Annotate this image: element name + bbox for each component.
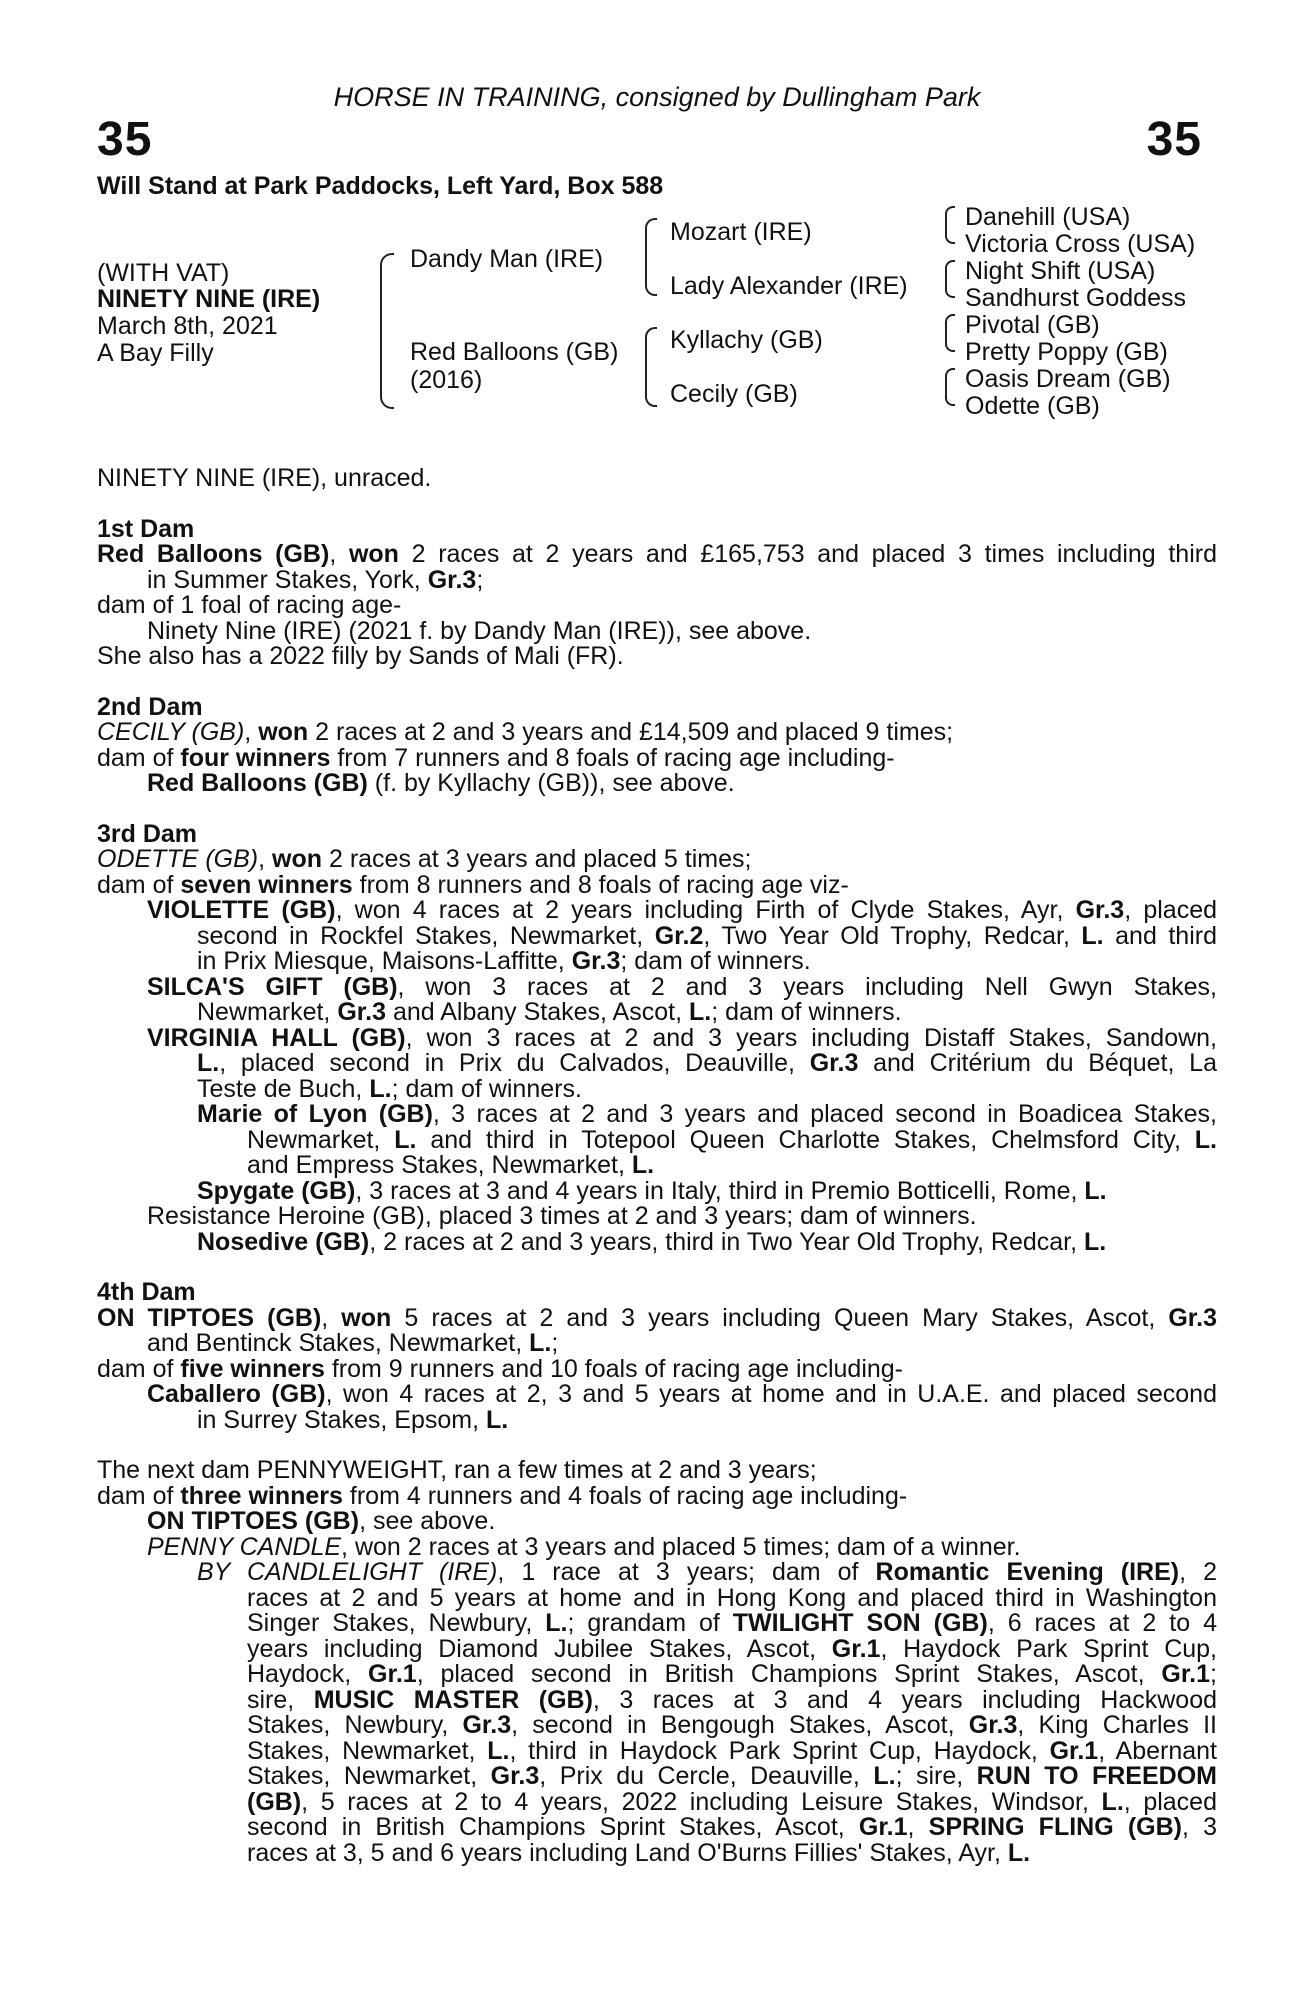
- ancestor-sdd: Sandhurst Goddess: [965, 284, 1186, 312]
- next-dam-line-1: The next dam PENNYWEIGHT, ran a few times at 2 and 3 years;: [97, 1456, 817, 1484]
- text: , 3 races at 3 and 4 years including Hackwood: [592, 1685, 1217, 1714]
- grade: Gr.3: [337, 998, 386, 1026]
- sire-dam: Lady Alexander (IRE): [670, 272, 908, 300]
- horse-name: NINETY NINE (IRE): [97, 285, 321, 313]
- text: , won 3 races at 2 and 3 years including Nell Gwyn Stakes,: [397, 972, 1217, 1001]
- text: Stakes, Newmarket,: [247, 1762, 478, 1790]
- text: and third in Totepool Queen Charlotte Stakes, Chelmsford City,: [430, 1125, 1181, 1154]
- horse-name: TWILIGHT SON (GB): [732, 1609, 988, 1637]
- horse-name: Marie of Lyon (GB): [197, 1100, 433, 1128]
- text: second in Rockfel Stakes, Newmarket,: [197, 921, 644, 950]
- vat-note: (WITH VAT): [97, 259, 230, 287]
- text: in Surrey Stakes, Epsom,: [197, 1405, 480, 1434]
- silcas-gift-line-1: [97, 972, 1217, 1001]
- third-dam-line-2: [97, 870, 1217, 899]
- marie-of-lyon-line-3: [97, 1153, 1217, 1179]
- won-label: won: [341, 1303, 392, 1332]
- grade: Gr.3: [427, 565, 477, 594]
- grade: Gr.3: [809, 1049, 859, 1077]
- horse-name: Red Balloons (GB): [147, 769, 368, 797]
- text: , 3 races at 2 and 3 years and placed second in Boadicea Stakes,: [432, 1100, 1217, 1128]
- text: and Albany Stakes, Ascot,: [392, 998, 683, 1026]
- by-candlelight-line-3: [97, 1611, 1217, 1637]
- horse-name: ON TIPTOES (GB): [147, 1507, 360, 1535]
- text: ; sire,: [895, 1762, 964, 1790]
- third-dam-line-1: ODETTE (GB), won 2 races at 3 years and placed 5 times;: [97, 845, 752, 873]
- next-dam-line-3: [97, 1509, 1217, 1535]
- race-record: NINETY NINE (IRE), unraced.: [97, 464, 432, 492]
- horse-name: Nosedive (GB): [197, 1227, 370, 1256]
- horse-name: SILCA'S GIFT (GB): [147, 972, 398, 1001]
- by-candlelight-line-4: [97, 1634, 1218, 1663]
- text: , Prix du Cercle, Deauville,: [539, 1762, 860, 1790]
- text: , Haydock Park Sprint Cup,: [880, 1634, 1218, 1663]
- marie-of-lyon-line-1: [97, 1102, 1217, 1128]
- text: dam of: [97, 870, 174, 899]
- by-candlelight-line-5: [97, 1662, 1217, 1688]
- horse-name: Romantic Evening (IRE): [875, 1558, 1180, 1586]
- sire-sire: Mozart (IRE): [670, 218, 812, 246]
- text: ; grandam of: [567, 1609, 720, 1637]
- bracket-dd: [945, 368, 955, 406]
- text: dam of: [97, 1481, 174, 1510]
- grade: Gr.1: [1049, 1736, 1099, 1765]
- bracket-sd: [945, 260, 955, 298]
- text: (f. by Kyllachy (GB)), see above.: [374, 769, 735, 797]
- by-candlelight-line-7: [97, 1713, 1217, 1739]
- text: 2 races at 3 years and placed 5 times;: [328, 845, 752, 873]
- ancestor-dsd: Pretty Poppy (GB): [965, 338, 1168, 366]
- first-dam-line-2: in Summer Stakes, York, Gr.3;: [147, 565, 484, 594]
- text: in Prix Miesque, Maisons-Laffitte,: [197, 947, 565, 975]
- sire: Dandy Man (IRE): [410, 245, 604, 273]
- text: Stakes, Newmarket,: [247, 1736, 476, 1765]
- horse-name: VIOLETTE (GB): [147, 896, 336, 924]
- spygate-line: [97, 1176, 1217, 1205]
- ancestor-ddd: Odette (GB): [965, 392, 1100, 420]
- text: Newmarket,: [197, 998, 331, 1026]
- text: races at 3, 5 and 6 years including Land O'Burns Fillies' Stakes, Ayr,: [247, 1838, 1001, 1867]
- second-dam-name: CECILY (GB): [97, 718, 245, 746]
- bracket-ds: [945, 314, 955, 352]
- text: , see above.: [359, 1507, 496, 1535]
- text: , Two Year Old Trophy, Redcar,: [703, 921, 1070, 950]
- text: years including Diamond Jubilee Stakes, Ascot,: [247, 1634, 817, 1663]
- text: ,: [907, 1813, 915, 1841]
- text: ;: [551, 1329, 559, 1357]
- text: , won 4 races at 2, 3 and 5 years at home and in U.A.E. and placed second: [325, 1380, 1217, 1408]
- grade: Gr.1: [858, 1813, 908, 1841]
- stable-location: Will Stand at Park Paddocks, Left Yard, Box 588: [97, 172, 664, 200]
- text: , won 3 races at 2 and 3 years including Distaff Stakes, Sandown,: [405, 1023, 1217, 1052]
- text: , 5 races at 2 to 4 years, 2022 including Leisure Stakes, Windsor,: [301, 1787, 1089, 1816]
- grade: Gr.1: [368, 1660, 417, 1688]
- violette-line-1: [97, 898, 1217, 924]
- by-candlelight-line-11: [97, 1815, 1217, 1841]
- horse-description: A Bay Filly: [97, 339, 214, 367]
- by-candlelight-line-9: [97, 1764, 1217, 1790]
- second-dam-line-2: [97, 743, 1217, 772]
- text: dam of: [97, 743, 174, 772]
- grade: L.: [1101, 1787, 1124, 1816]
- winners-count: four winners: [180, 743, 331, 772]
- fourth-dam-line-3: [97, 1354, 1217, 1383]
- grade: L.: [197, 1049, 220, 1077]
- by-candlelight-line-2: races at 2 and 5 years at home and in Hong Kong and placed third in Washington: [247, 1583, 1217, 1612]
- penny-candle-line: [97, 1532, 1217, 1561]
- text: Singer Stakes, Newbury,: [247, 1609, 533, 1637]
- foaling-date: March 8th, 2021: [97, 312, 278, 340]
- grade: L.: [529, 1329, 552, 1357]
- text: dam of: [97, 1354, 174, 1383]
- text: , 2: [1179, 1558, 1217, 1586]
- grade: L.: [1084, 1176, 1107, 1205]
- second-dam-heading: 2nd Dam: [97, 692, 203, 721]
- ancestor-sds: Night Shift (USA): [965, 257, 1156, 285]
- text: Teste de Buch,: [197, 1074, 363, 1103]
- grade: Gr.3: [1168, 1303, 1217, 1332]
- grade: L.: [487, 1736, 510, 1765]
- caballero-line-1: [97, 1382, 1217, 1408]
- bracket-ss: [945, 206, 955, 244]
- grade: Gr.1: [831, 1634, 881, 1663]
- dam: Red Balloons (GB): [410, 338, 619, 366]
- first-dam-heading: 1st Dam: [97, 514, 195, 543]
- text: ; dam of winners.: [711, 998, 902, 1026]
- silcas-gift-line-2: [97, 1000, 1217, 1026]
- horse-name: BY CANDLELIGHT (IRE): [197, 1558, 498, 1586]
- grade: L.: [1007, 1838, 1031, 1867]
- text: , 2 races at 2 and 3 years, third in Two Year Old Trophy, Redcar,: [369, 1227, 1078, 1256]
- text: , won 2 races at 3 years and placed 5 times; dam of a winner.: [341, 1532, 1021, 1561]
- ancestor-ssd: Victoria Cross (USA): [965, 230, 1196, 258]
- text: , Abernant: [1098, 1736, 1218, 1765]
- text: , 6 races at 2 to 4: [987, 1609, 1217, 1637]
- grade: Gr.3: [571, 947, 621, 975]
- catalogue-header: HORSE IN TRAINING, consigned by Dullingham Park: [333, 82, 981, 112]
- text: , 3 races at 3 and 4 years in Italy, third in Premio Botticelli, Rome,: [355, 1176, 1078, 1205]
- text: 5 races at 2 and 3 years including Queen Mary Stakes, Ascot,: [404, 1303, 1156, 1332]
- text: and Critérium du Béquet, La: [873, 1049, 1217, 1077]
- by-candlelight-line-1: [97, 1560, 1217, 1586]
- grade: Gr.1: [1161, 1660, 1211, 1688]
- first-dam-line-3: dam of 1 foal of racing age-: [97, 591, 402, 619]
- text: ; dam of winners.: [391, 1074, 582, 1103]
- text: , placed: [1124, 896, 1218, 924]
- bracket-dam: [645, 327, 657, 407]
- text: ;: [1210, 1660, 1217, 1688]
- nosedive-line: [97, 1227, 1217, 1256]
- dam-year: (2016): [410, 366, 483, 394]
- dam-dam: Cecily (GB): [670, 380, 798, 408]
- first-dam-record: 2 races at 2 years and £165,753 and placed 3 times including third: [411, 540, 1217, 568]
- fourth-dam-line-2: [97, 1331, 1217, 1357]
- text: and third: [1115, 921, 1217, 950]
- text: sire,: [247, 1685, 295, 1714]
- text: and Empress Stakes, Newmarket,: [247, 1151, 625, 1179]
- grade: L.: [486, 1405, 509, 1434]
- second-dam-line-1: CECILY (GB), won 2 races at 2 and 3 years and £14,509 and placed 9 times;: [97, 718, 954, 746]
- grade: Gr.3: [1075, 896, 1125, 924]
- grade: L.: [1081, 921, 1104, 950]
- text: second in British Champions Sprint Stakes, Ascot,: [247, 1813, 845, 1841]
- text: , won 4 races at 2 years including Firth of Clyde Stakes, Ayr,: [335, 896, 1064, 924]
- horse-name: Caballero (GB): [147, 1380, 326, 1408]
- fourth-dam-heading: 4th Dam: [97, 1278, 196, 1306]
- virginia-hall-line-2: [97, 1051, 1217, 1077]
- bracket-main: [380, 253, 394, 409]
- grade: L.: [873, 1762, 896, 1790]
- text: in Summer Stakes, York,: [147, 565, 421, 594]
- horse-name: (GB): [247, 1787, 302, 1816]
- text: , placed second in Prix du Calvados, Deauville,: [219, 1049, 795, 1077]
- text: from 4 runners and 4 foals of racing age including-: [349, 1481, 908, 1510]
- second-dam-line-3: [97, 771, 1217, 797]
- won-label: won: [272, 845, 323, 873]
- grade: L.: [1084, 1227, 1107, 1256]
- horse-name: RUN TO FREEDOM: [976, 1762, 1217, 1790]
- winners-count: five winners: [180, 1354, 325, 1383]
- grade: L.: [369, 1074, 392, 1103]
- text: , King Charles II: [1017, 1711, 1217, 1739]
- dam-sire: Kyllachy (GB): [670, 326, 823, 354]
- ancestor-sss: Danehill (USA): [965, 203, 1131, 231]
- by-candlelight-line-12: [97, 1838, 1217, 1867]
- grade: Gr.3: [968, 1711, 1018, 1739]
- text: from 9 runners and 10 foals of racing age including-: [331, 1354, 904, 1383]
- first-dam-name: Red Balloons (GB): [97, 540, 330, 568]
- grade: L.: [688, 998, 712, 1026]
- grade: L.: [1194, 1125, 1217, 1154]
- next-dam-line-2: [97, 1481, 1217, 1510]
- lot-number-left: 35: [97, 113, 153, 166]
- grade: Gr.2: [654, 921, 704, 950]
- violette-line-3: [97, 949, 1217, 975]
- first-dam-foal: Ninety Nine (IRE) (2021 f. by Dandy Man (IRE)), see above.: [147, 616, 812, 645]
- text: from 7 runners and 8 foals of racing age including-: [337, 743, 895, 772]
- winners-count: three winners: [180, 1481, 343, 1510]
- catalogue-body: [97, 466, 1217, 1866]
- lot-number-right: 35: [1146, 113, 1202, 166]
- fourth-dam-name: ON TIPTOES (GB): [97, 1303, 322, 1332]
- text: Newmarket,: [247, 1125, 381, 1154]
- first-dam-note: She also has a 2022 filly by Sands of Mali (FR).: [97, 642, 624, 670]
- grade: L.: [394, 1125, 417, 1154]
- text: Haydock,: [247, 1660, 352, 1688]
- horse-name: MUSIC MASTER (GB): [313, 1685, 593, 1714]
- grade: L.: [545, 1609, 568, 1637]
- virginia-hall-line-3: [97, 1074, 1217, 1103]
- by-candlelight-line-10: [97, 1787, 1217, 1816]
- text: , 1 race at 3 years; dam of: [497, 1558, 859, 1586]
- horse-name: Spygate (GB): [197, 1176, 356, 1205]
- text: , placed second in British Champions Sprint Stakes, Ascot,: [416, 1660, 1145, 1688]
- violette-line-2: [97, 921, 1217, 950]
- horse-name: VIRGINIA HALL (GB): [147, 1023, 406, 1052]
- winners-count: seven winners: [180, 870, 353, 899]
- text: Stakes, Newbury,: [247, 1711, 449, 1739]
- first-dam-line-1: Red Balloons (GB), won 2 races at 2 years and £165,753 and placed 3 times including third: [97, 540, 1217, 568]
- text: , placed: [1123, 1787, 1217, 1816]
- marie-of-lyon-line-2: [97, 1125, 1217, 1154]
- third-dam-heading: 3rd Dam: [97, 819, 198, 848]
- by-candlelight-line-8: [97, 1736, 1218, 1765]
- grade: L.: [631, 1151, 655, 1179]
- horse-name: PENNY CANDLE: [147, 1532, 342, 1561]
- virginia-hall-line-1: [97, 1023, 1217, 1052]
- ancestor-dss: Pivotal (GB): [965, 311, 1100, 339]
- text: ; dam of winners.: [620, 947, 811, 975]
- text: , third in Haydock Park Sprint Cup, Haydock,: [509, 1736, 1038, 1765]
- ancestor-dds: Oasis Dream (GB): [965, 365, 1171, 393]
- grade: Gr.3: [462, 1711, 512, 1739]
- text: from 8 runners and 8 foals of racing age viz-: [359, 870, 849, 899]
- text: , second in Bengough Stakes, Ascot,: [511, 1711, 955, 1739]
- resistance-heroine-line: Resistance Heroine (GB), placed 3 times at 2 and 3 years; dam of winners.: [147, 1202, 977, 1230]
- text: 2 races at 2 and 3 years and £14,509 and placed 9 times;: [315, 718, 954, 746]
- by-candlelight-line-6: [97, 1685, 1217, 1714]
- text: , 3: [1181, 1813, 1217, 1841]
- bracket-sire: [645, 218, 657, 296]
- caballero-line-2: [97, 1405, 1217, 1434]
- won-label: won: [258, 718, 309, 746]
- grade: Gr.3: [490, 1762, 540, 1790]
- text: and Bentinck Stakes, Newmarket,: [147, 1329, 523, 1357]
- third-dam-name: ODETTE (GB): [97, 845, 259, 873]
- fourth-dam-line-1: ON TIPTOES (GB), won 5 races at 2 and 3 years including Queen Mary Stakes, Ascot, Gr.3: [97, 1303, 1217, 1332]
- won-label: won: [348, 540, 399, 568]
- horse-name: SPRING FLING (GB): [928, 1813, 1182, 1841]
